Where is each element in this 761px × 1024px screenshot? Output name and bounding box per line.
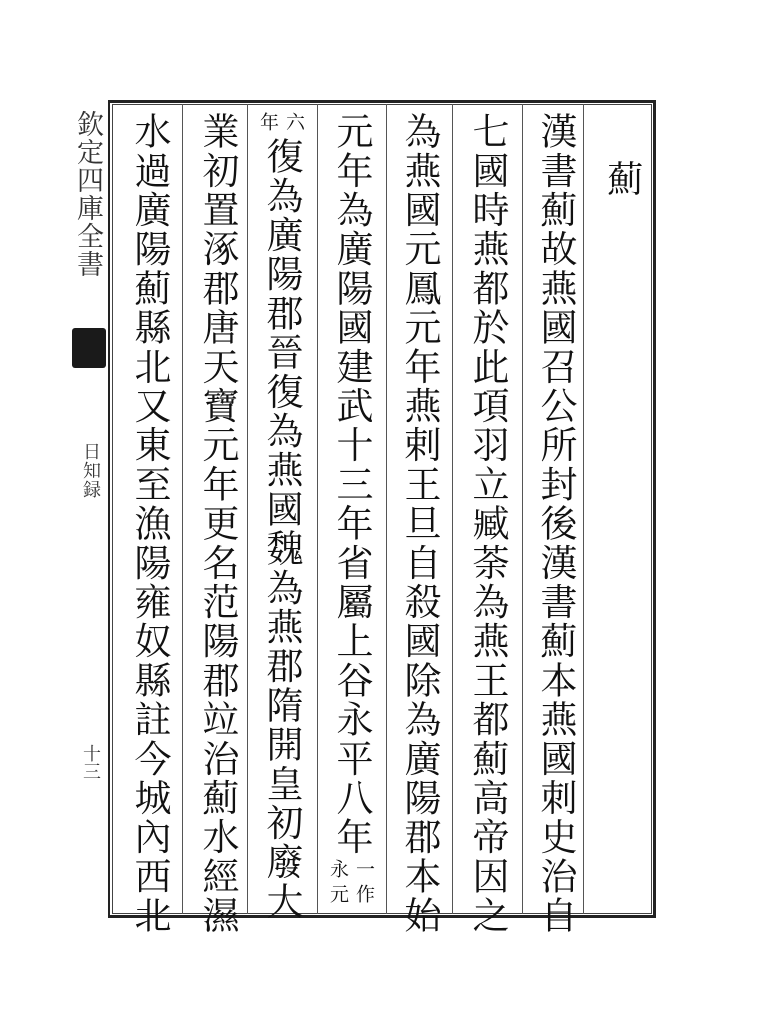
spine-title: 欽定四庫全書 <box>72 110 103 278</box>
column-rule <box>386 104 387 914</box>
spine-book-title: 日知録 <box>80 442 101 499</box>
text-column-4-main: 元年為廣陽國建武十三年省屬上谷永平八年 <box>330 112 373 857</box>
text-column-6: 業初置涿郡唐天寶元年更名范陽郡竝治薊水經濕 <box>196 112 239 936</box>
text-column-5 <box>256 112 306 921</box>
head-note-right: 六 <box>283 112 305 137</box>
inline-note <box>327 859 375 909</box>
column-rule <box>522 104 523 914</box>
inline-note-right: 一作 <box>353 858 375 909</box>
column-rule <box>247 104 248 914</box>
column-rule <box>583 104 584 914</box>
text-column-7: 水過廣陽薊縣北又東至漁陽雍奴縣註今城內西北 <box>128 112 171 936</box>
text-column-2: 七國時燕都於此項羽立臧荼為燕王都薊高帝因之 <box>466 112 509 936</box>
spine-fishtail-mark <box>72 328 106 368</box>
column-rule <box>452 104 453 914</box>
column-rule <box>182 104 183 914</box>
head-note-left: 年 <box>257 112 279 137</box>
text-column-4 <box>326 112 376 909</box>
text-column-1: 漢書薊故燕國召公所封後漢書薊本燕國刺史治自 <box>534 112 577 936</box>
inline-note-left: 永元 <box>327 858 349 909</box>
folio-number: 十三 <box>80 744 101 780</box>
section-heading: 薊 <box>602 160 643 196</box>
head-note <box>257 112 305 137</box>
text-column-3: 為燕國元鳳元年燕剌王旦自殺國除為廣陽郡本始 <box>398 112 441 936</box>
text-column-5-main: 復為廣陽郡晉復為燕國魏為燕郡隋開皇初廢大 <box>260 137 303 921</box>
column-rule <box>317 104 318 914</box>
